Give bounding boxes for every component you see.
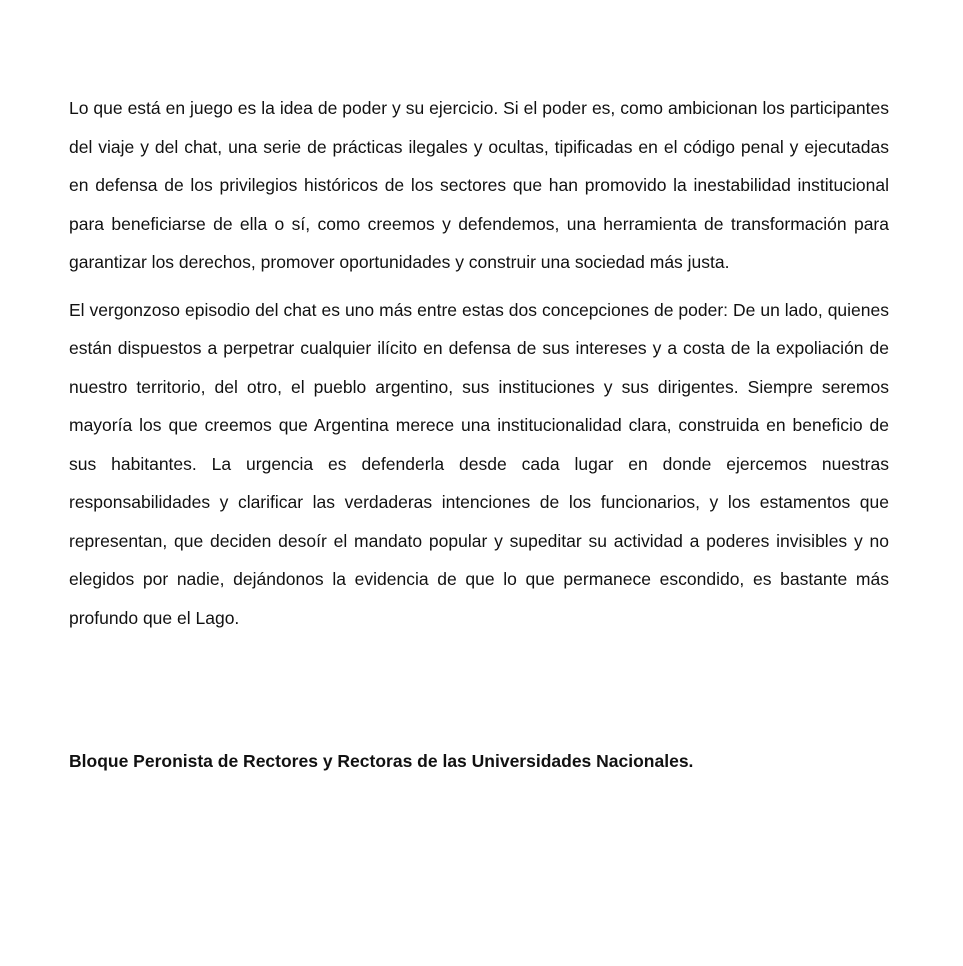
signature: Bloque Peronista de Rectores y Rectoras de las Universidades Nacionales. [69,751,694,771]
document-body [69,89,889,637]
paragraph-power-concept: Lo que está en juego es la idea de poder y su ejercicio. Si el poder es, como ambicionan los participantes del viaje y del chat, una serie de prácticas ilegales y ocultas, tipificadas en el código penal y ejecutadas en defensa de los privilegios históricos de los sectores que han promovido la inestabilidad institucional para beneficiarse de ella o sí, como creemos y defendemos, una herramienta de transformación para garantizar los derechos, promover oportunidades y construir una sociedad más justa. [69,98,889,272]
paragraph-chat-episode: El vergonzoso episodio del chat es uno más entre estas dos concepciones de poder: De un lado, quienes están dispuestos a perpetrar cualquier ilícito en defensa de sus intereses y a costa de la expoliación de nuestro territorio, del otro, el pueblo argentino, sus instituciones y sus dirigentes. Siempre seremos mayoría los que creemos que Argentina merece una institucionalidad clara, construida en beneficio de sus habitantes. La urgencia es defenderla desde cada lugar en donde ejercemos nuestras responsabilidades y clarificar las verdaderas intenciones de los funcionarios, y los estamentos que representan, que deciden desoír el mandato popular y supeditar su actividad a poderes invisibles y no elegidos por nadie, dejándonos la evidencia de que lo que permanece escondido, es bastante más profundo que el Lago. [69,299,889,628]
